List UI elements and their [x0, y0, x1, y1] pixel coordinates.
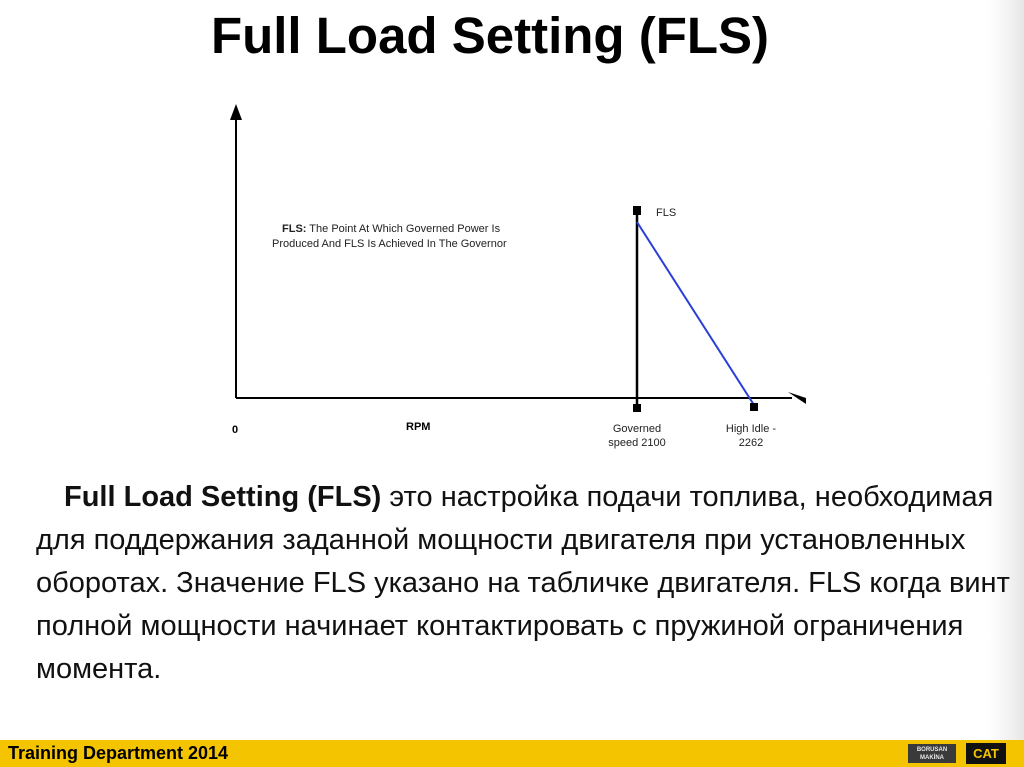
borusan-logo: BORUSAN MAKİNA — [908, 744, 956, 763]
governed-label-line1: Governed — [612, 423, 662, 435]
fls-marker — [633, 206, 641, 215]
description-lead: Full Load Setting (FLS) — [64, 481, 382, 513]
origin-label: 0 — [232, 424, 239, 436]
droop-line — [637, 222, 754, 405]
slide-title: Full Load Setting (FLS) — [210, 7, 770, 64]
high-idle-label-line2: 2262 — [738, 437, 764, 449]
description-paragraph — [36, 476, 1011, 691]
footer-text: Training Department 2014 — [8, 743, 229, 763]
fls-annotation-line2: Produced And FLS Is Achieved In The Governor — [272, 238, 507, 250]
footer-bar — [0, 740, 1024, 767]
fls-marker-label: FLS — [656, 207, 677, 219]
high-idle-marker — [750, 403, 758, 411]
fls-annotation-bold: FLS: — [282, 223, 307, 235]
fls-annotation-line1 — [282, 223, 501, 235]
cat-logo: CAT — [966, 743, 1006, 764]
x-axis-label: RPM — [406, 421, 431, 433]
governed-label-line2: speed 2100 — [608, 437, 666, 449]
fls-annotation-rest: The Point At Which Governed Power Is — [306, 223, 501, 235]
governed-marker — [633, 404, 641, 412]
y-axis-arrow — [230, 104, 242, 120]
high-idle-label-line1: High Idle - — [725, 423, 777, 435]
description-text: это настройка подачи топлива, необходимая для поддержания заданной мощности двигателя при установленных оборотах. Значение FLS указано на табличке двигателя. FLS когда винт полной мощности начинает контактировать с пружиной ограничения момента. — [36, 481, 1010, 685]
